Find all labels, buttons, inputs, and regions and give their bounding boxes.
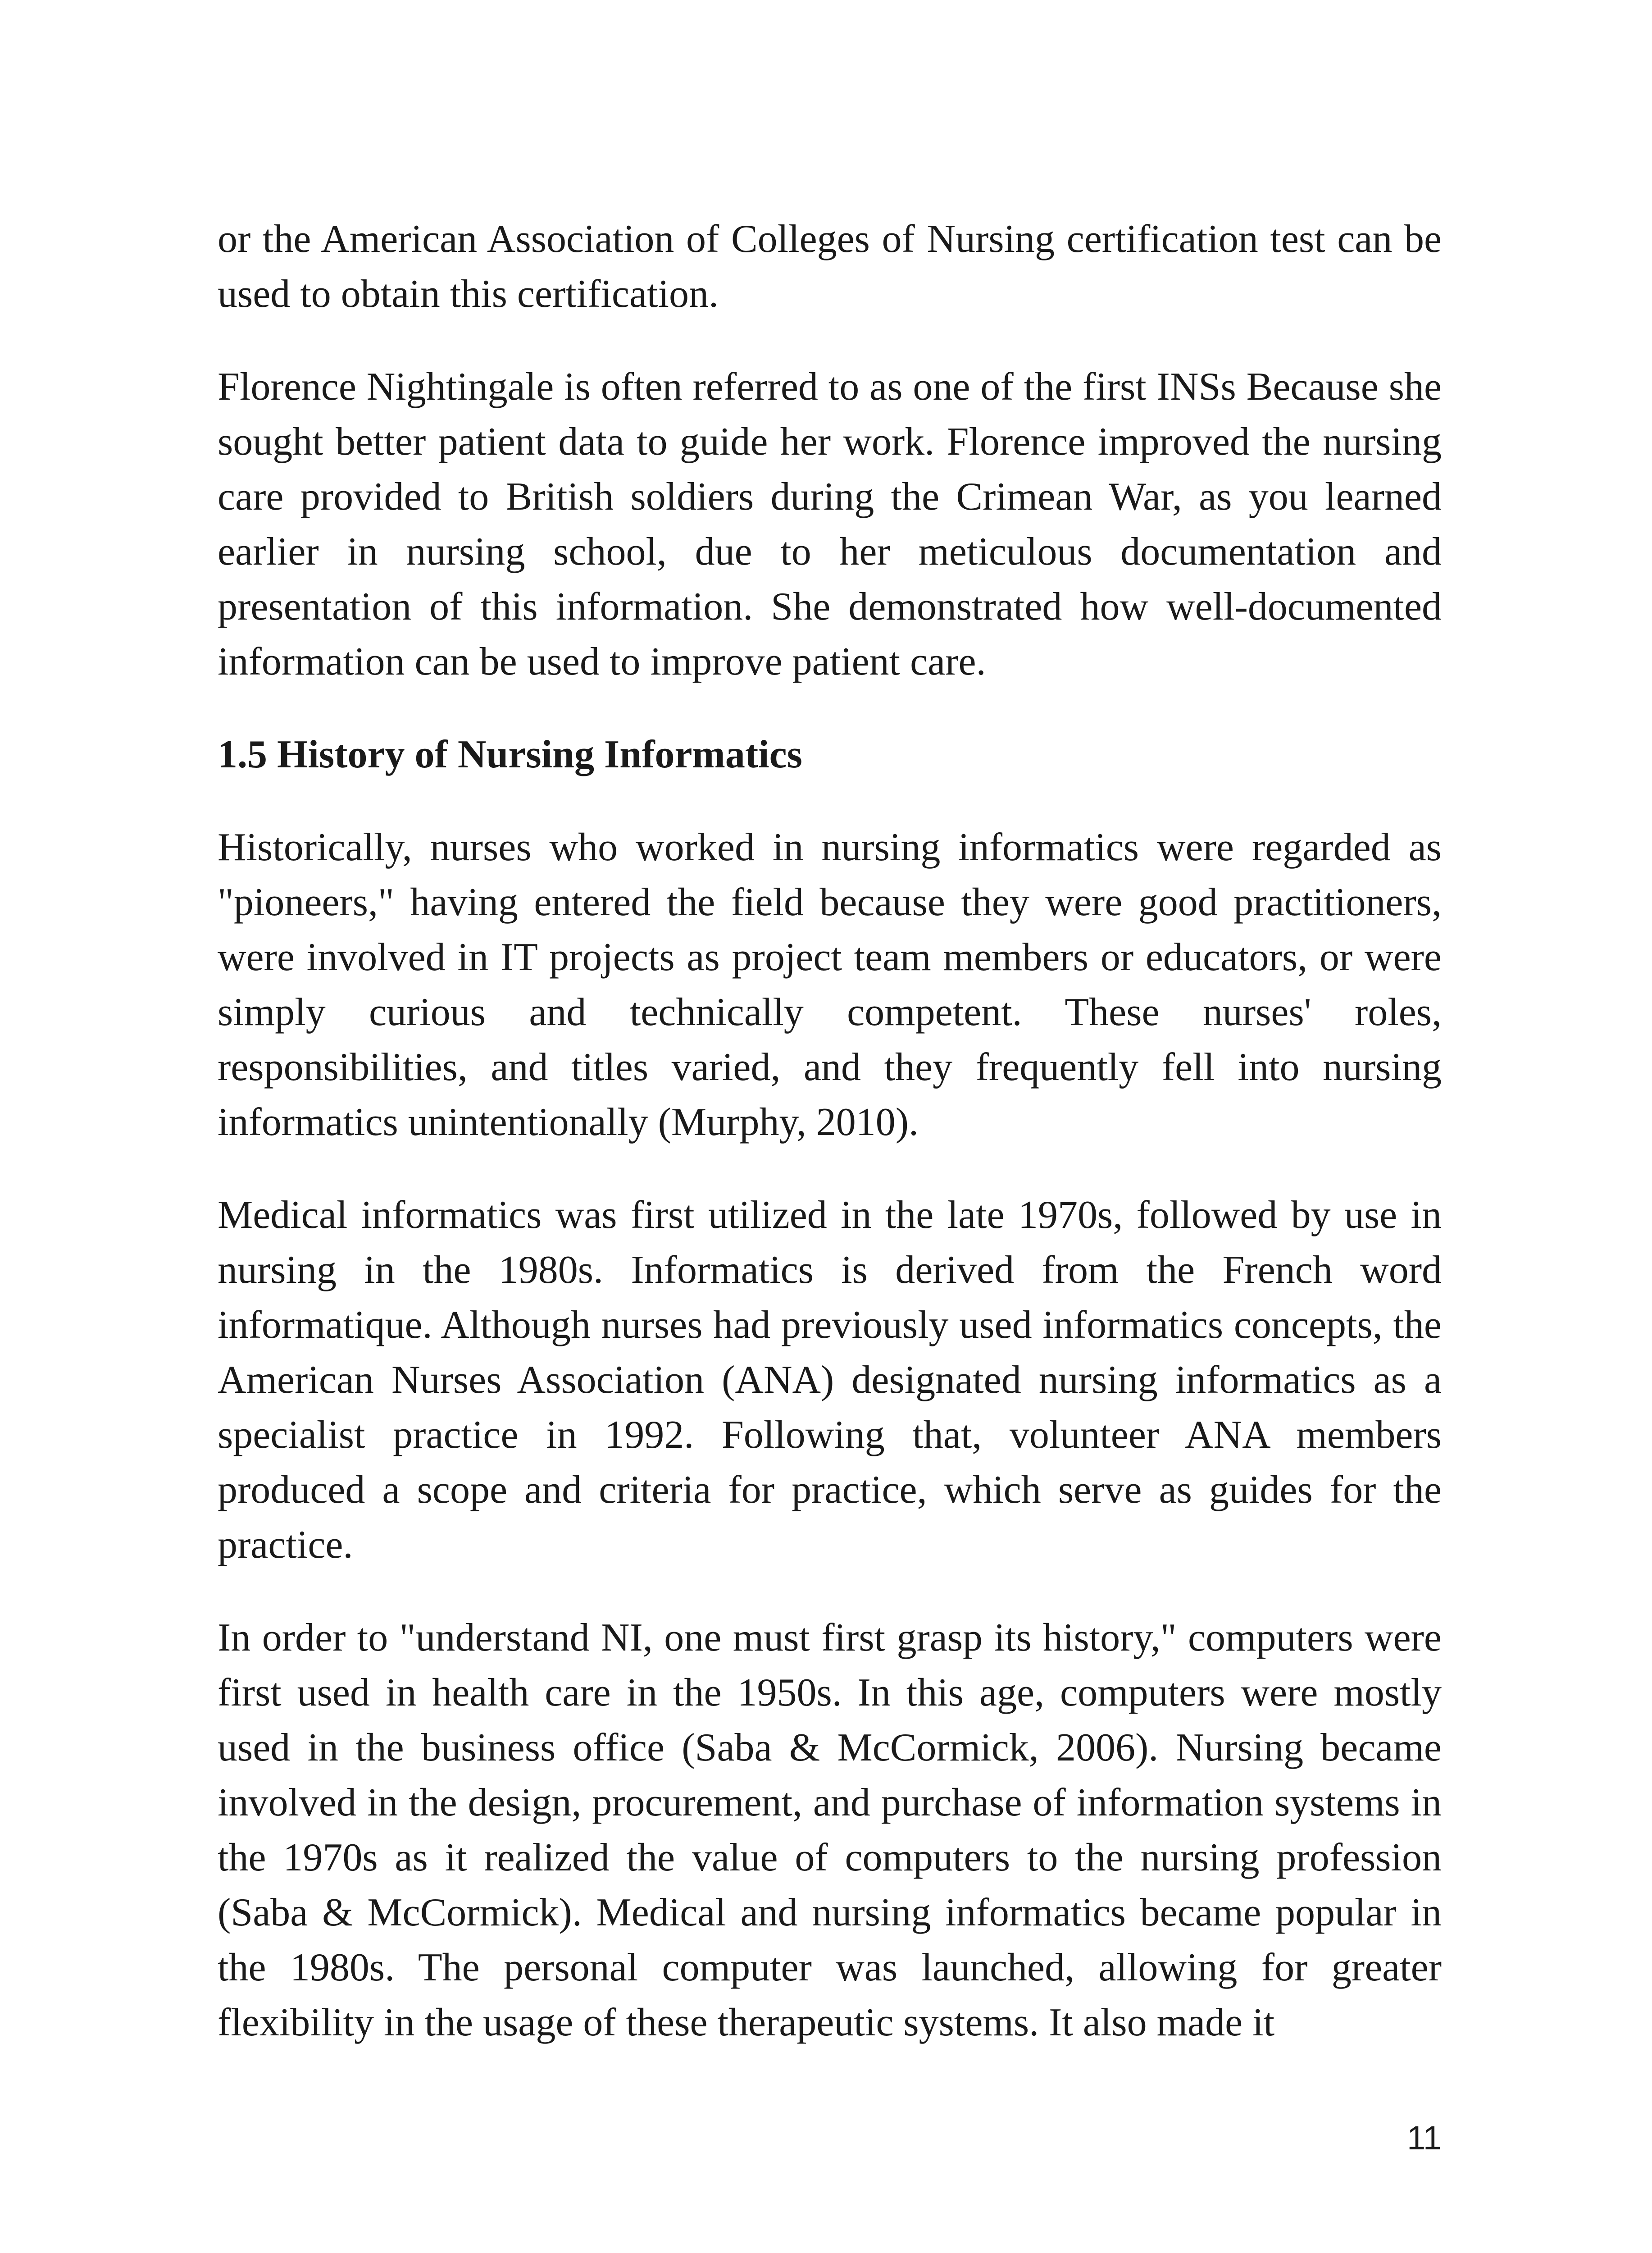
paragraph-medical-informatics: Medical informatics was first utilized in the late 1970s, followed by use in nursing in the 1980s. Informatics is derived from the French word informatique. Although nurses had previously used informatics concepts, the American Nurses Association (ANA) designated nursing informatics as a specialist practice in 1992. Following that, volunteer ANA members produced a scope and criteria for practice, which serve as guides for the practice. (218, 1193, 1442, 1567)
paragraph-florence-nightingale: Florence Nightingale is often referred to as one of the first INSs Because she sought better patient data to guide her work. Florence improved the nursing care provided to British soldiers during the Crimean War, as you learned earlier in nursing school, due to her meticulous documentation and presentation of this information. She demonstrated how well-documented information can be used to improve patient care. (218, 365, 1442, 684)
paragraph-pioneers: Historically, nurses who worked in nursing informatics were regarded as "pioneers," having entered the field because they were good practitioners, were involved in IT projects as project team members or educators, or were simply curious and technically competent. These nurses' roles, responsibilities, and titles varied, and they frequently fell into nursing informatics unintentionally (Murphy, 2010). (218, 825, 1442, 1144)
paragraph-history: In order to "understand NI, one must first grasp its history," computers were first used in health care in the 1950s. In this age, computers were mostly used in the business office (Saba & McCormick, 2006). Nursing became involved in the design, procurement, and purchase of information systems in the 1970s as it realized the value of computers to the nursing profession (Saba & McCormick). Medical and nursing informatics became popular in the 1980s. The personal computer was launched, allowing for greater flexibility in the usage of these therapeutic systems. It also made it (218, 1616, 1442, 2044)
section-heading: 1.5 History of Nursing Informatics (218, 733, 802, 776)
page-body (218, 212, 1442, 2088)
paragraph-certification: or the American Association of Colleges of Nursing certification test can be used to obtain this certification. (218, 217, 1442, 316)
page-number: 11 (1407, 2119, 1442, 2157)
